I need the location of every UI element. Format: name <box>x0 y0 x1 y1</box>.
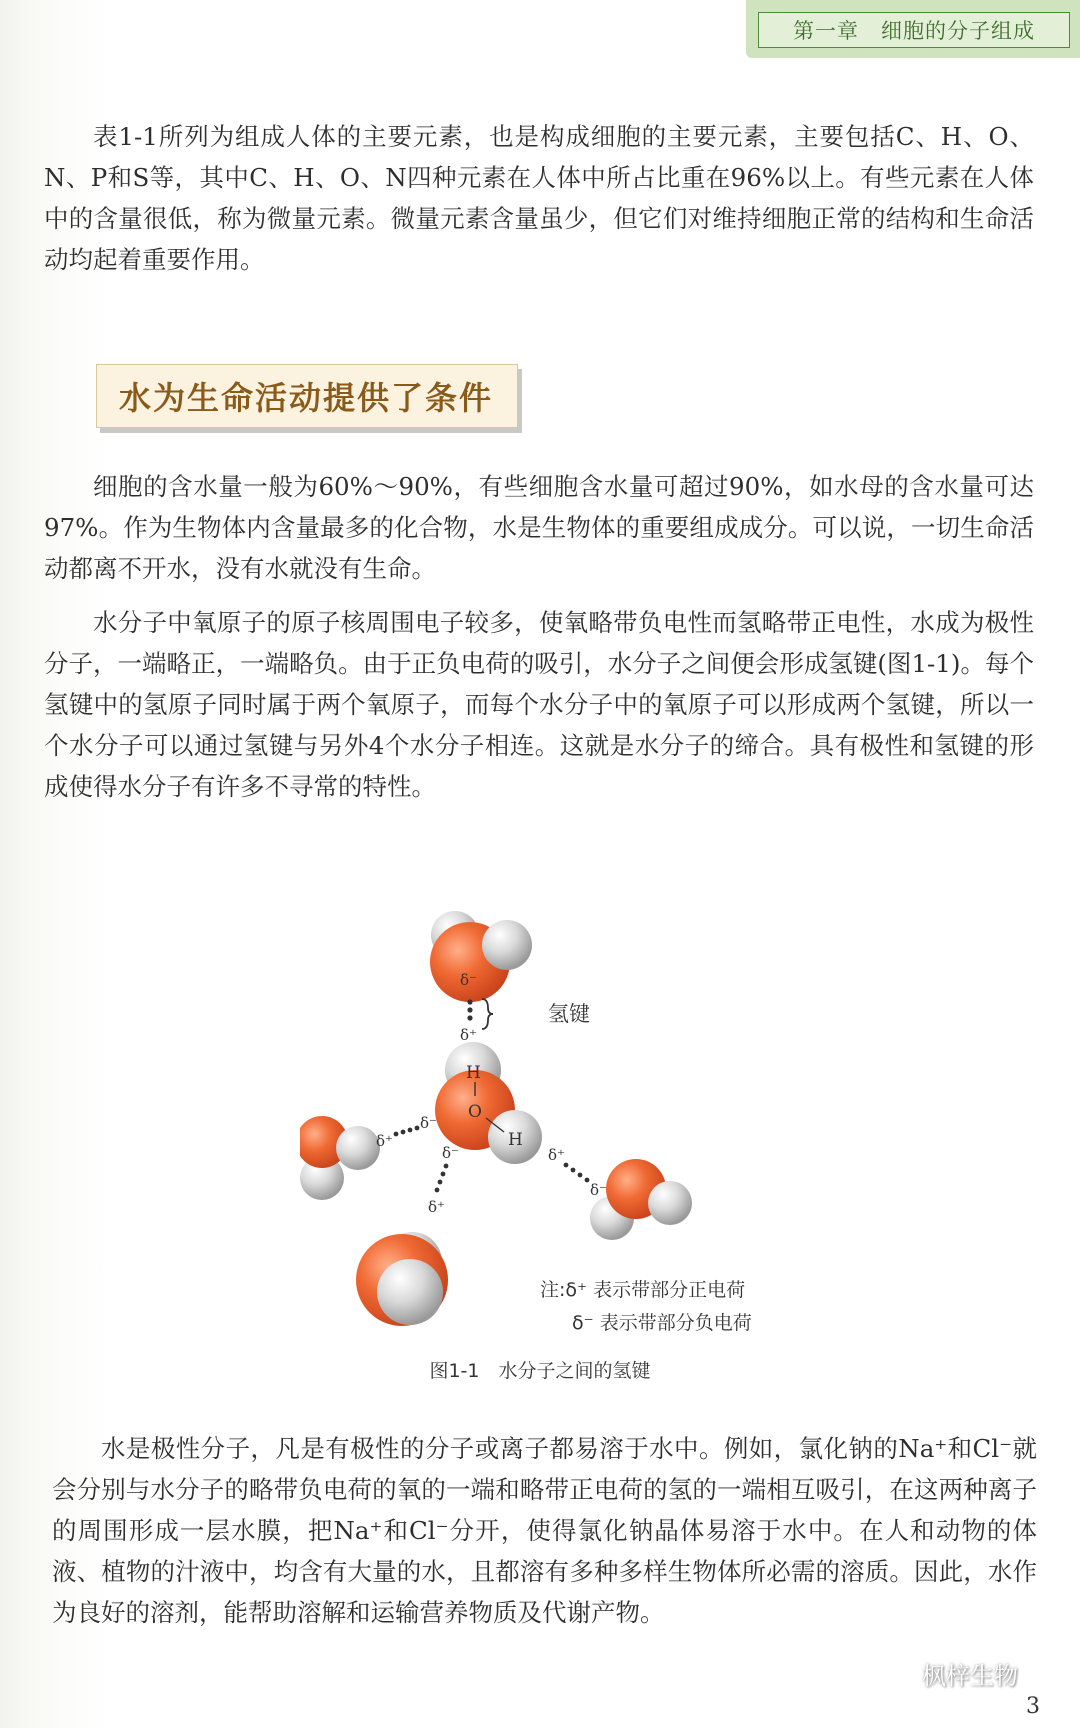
hydrogen-bond-dots-top <box>467 999 472 1020</box>
page-number: 3 <box>1026 1694 1040 1719</box>
left-molecule <box>300 1116 380 1200</box>
atom-o-label: O <box>468 1102 482 1122</box>
hydrogen-atom <box>482 920 532 970</box>
water-molecule-figure <box>300 860 800 1380</box>
delta-minus-label: δ⁻ <box>442 1144 459 1162</box>
chapter-title: 第一章 细胞的分子组成 <box>793 19 1035 43</box>
delta-plus-label: δ⁺ <box>548 1146 565 1164</box>
delta-plus-label: δ⁺ <box>460 1026 477 1044</box>
top-molecule <box>430 911 532 1002</box>
watermark <box>880 1656 1018 1691</box>
note-negative-charge: δ⁻ 表示带部分负电荷 <box>572 1312 752 1334</box>
delta-plus-label: δ⁺ <box>376 1132 393 1150</box>
paragraph-elements: 表1-1所列为组成人体的主要元素，也是构成细胞的主要元素，主要包括C、H、O、N、P和S等，其中C、H、O、N四种元素在人体中所占比重在96%以上。有些元素在人体中的含量很低，称为微量元素。微量元素含量虽少，但它们对维持细胞正常的结构和生命活动均起着重要作用。 <box>44 122 1034 274</box>
paragraph-solvent: 水是极性分子，凡是有极性的分子或离子都易溶于水中。例如，氯化钠的Na⁺和Cl⁻就会分别与水分子的略带负电荷的氧的一端和略带正电荷的氢的一端相互吸引，在这两种离子的周围形成一层水膜，把Na⁺和Cl⁻分开，使得氯化钠晶体易溶于水中。在人和动物的体液、植物的汁液中，均含有大量的水，且都溶有多种多样生物体所必需的溶质。因此，水作为良好的溶剂，能帮助溶解和运输营养物质及代谢产物。 <box>52 1434 1037 1627</box>
watermark-text: 枫梓生物 <box>922 1662 1018 1690</box>
chapter-tab-frame <box>758 12 1070 48</box>
delta-minus-label: δ⁻ <box>420 1114 437 1132</box>
hydrogen-bond-dots-left <box>394 1126 420 1137</box>
delta-minus-label: δ⁻ <box>460 971 477 989</box>
hydrogen-bond-dots-right <box>564 1163 590 1183</box>
wechat-icon <box>880 1660 914 1688</box>
note-positive-charge: 注:δ⁺ 表示带部分正电荷 <box>540 1279 746 1301</box>
right-molecule <box>590 1159 692 1240</box>
atom-h-label: H <box>466 1063 481 1083</box>
hydrogen-bond-label: 氢键 <box>548 1002 590 1026</box>
section-title: 水为生命活动提供了条件 <box>119 379 494 417</box>
hydrogen-bond-diagram <box>300 860 800 1380</box>
paragraph-water-content: 细胞的含水量一般为60%～90%，有些细胞含水量可超过90%，如水母的含水量可达97%。作为生物体内含量最多的化合物，水是生物体的重要组成成分。可以说，一切生命活动都离不开水，没有水就没有生命。 <box>44 472 1034 583</box>
section-heading-box <box>96 364 518 428</box>
hydrogen-bond-dots-bottom <box>435 1164 449 1193</box>
atom-h-label: H <box>508 1130 523 1150</box>
delta-plus-label: δ⁺ <box>428 1198 445 1216</box>
figure-caption: 图1-1 水分子之间的氢键 <box>429 1360 651 1382</box>
chapter-tab <box>746 0 1080 58</box>
delta-minus-label: δ⁻ <box>590 1181 607 1199</box>
bottom-molecule <box>356 1232 448 1326</box>
paragraph-hydrogen-bond: 水分子中氧原子的原子核周围电子较多，使氧略带负电性而氢略带正电性，水成为极性分子，一端略正，一端略负。由于正负电荷的吸引，水分子之间便会形成氢键(图1-1)。每个氢键中的氢原子同时属于两个氧原子，而每个水分子中的氧原子可以形成两个氢键，所以一个水分子可以通过氢键与另外4个水分子相连。这就是水分子的缔合。具有极性和氢键的形成使得水分子有许多不寻常的特性。 <box>44 608 1034 801</box>
bond-brace <box>482 999 493 1029</box>
